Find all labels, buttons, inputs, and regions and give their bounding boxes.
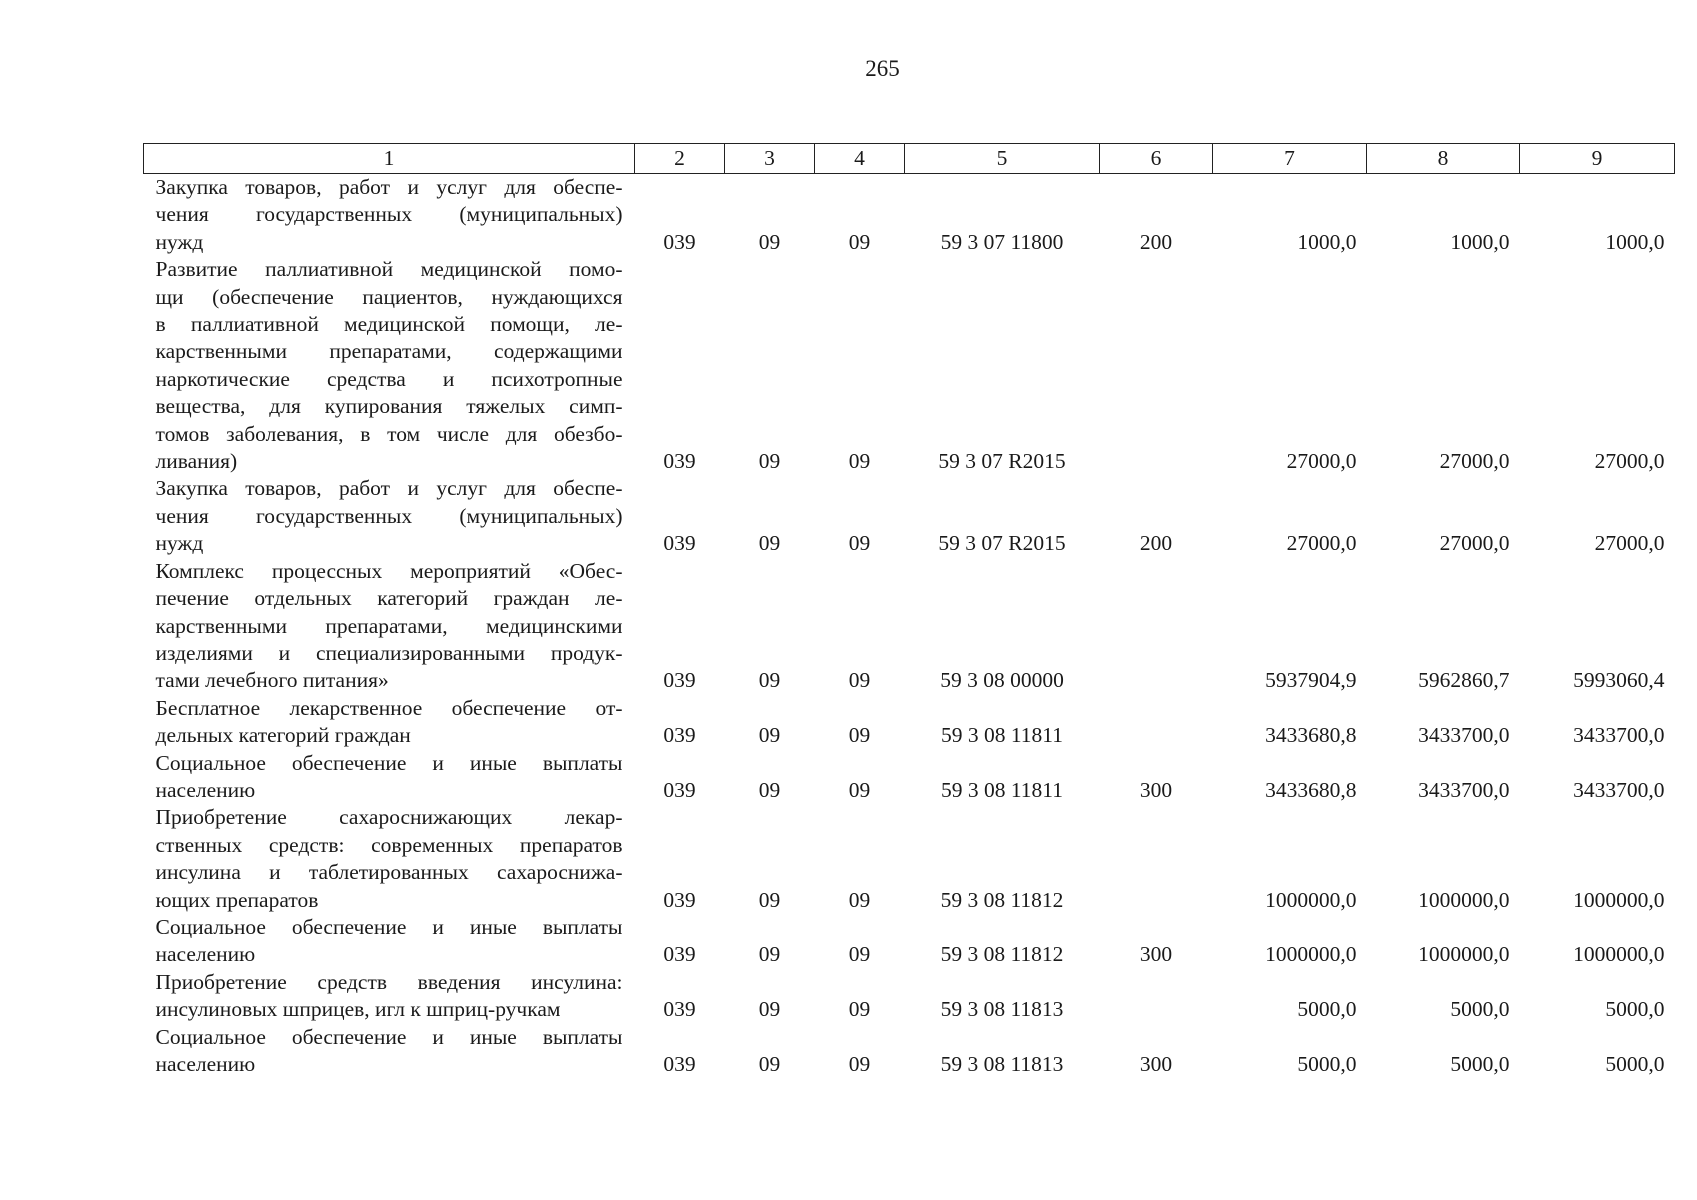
kbk-section-cell: 09 — [758, 723, 781, 748]
amount-year2-cell: 1000000,0 — [1418, 887, 1510, 912]
kbk-section-cell: 09 — [758, 229, 781, 254]
item-name-line: карственными препаратами, содержащими — [155, 339, 623, 364]
kbk-section-cell: 09 — [758, 887, 781, 912]
item-name-cell — [144, 174, 635, 257]
column-header: 5 — [905, 144, 1100, 174]
kbk-target-article-cell: 59 3 07 11800 — [940, 229, 1064, 254]
kbk-target-article-cell: 59 3 08 11812 — [940, 887, 1064, 912]
item-name-line: наркотические средства и психотропные — [155, 366, 623, 391]
amount-year3-cell: 27000,0 — [1594, 449, 1665, 474]
item-name-line: ющих препаратов — [155, 887, 319, 912]
amount-year3-cell: 1000000,0 — [1573, 887, 1665, 912]
item-name-line: Социальное обеспечение и иные выплаты — [155, 750, 623, 775]
amount-year3-cell: 5000,0 — [1605, 997, 1665, 1022]
kbk-section-cell: 09 — [758, 449, 781, 474]
table-row — [144, 914, 1675, 969]
item-name-line: томов заболевания, в том числе для обезбо- — [155, 421, 623, 446]
amount-year2-cell: 3433700,0 — [1418, 777, 1510, 802]
kbk-expense-type-cell: 200 — [1139, 531, 1173, 556]
kbk-expense-type-cell — [1100, 804, 1213, 914]
amount-year1-cell: 5937904,9 — [1265, 668, 1357, 693]
item-name-line: щи (обеспечение пациентов, нуждающихся — [155, 284, 623, 309]
column-header: 8 — [1367, 144, 1520, 174]
amount-year2-cell: 5000,0 — [1450, 1052, 1510, 1076]
item-name-line: Развитие паллиативной медицинской помо- — [155, 257, 623, 282]
kbk-target-article-cell: 59 3 08 11812 — [940, 942, 1064, 967]
amount-year1-cell: 1000,0 — [1297, 229, 1357, 254]
item-name-line: печение отдельных категорий граждан ле- — [155, 586, 623, 611]
item-name-cell — [144, 475, 635, 557]
kbk-section-cell: 09 — [758, 942, 781, 967]
kbk-ministry-cell: 039 — [663, 997, 696, 1022]
table-header-row — [144, 144, 1675, 174]
kbk-target-article-cell: 59 3 07 R2015 — [938, 531, 1066, 556]
kbk-target-article-cell: 59 3 08 00000 — [940, 668, 1064, 693]
column-header: 2 — [635, 144, 725, 174]
table-row — [144, 695, 1675, 750]
kbk-target-article-cell: 59 3 08 11813 — [940, 1052, 1064, 1076]
kbk-ministry-cell: 039 — [663, 887, 696, 912]
page-number: 265 — [865, 56, 900, 81]
amount-year3-cell: 1000000,0 — [1573, 942, 1665, 967]
item-name-line: населению — [155, 1052, 256, 1076]
kbk-target-article-cell: 59 3 08 11811 — [940, 723, 1064, 748]
item-name-cell — [144, 558, 635, 695]
item-name-line: изделиями и специализированными продук- — [155, 640, 623, 665]
amount-year1-cell: 27000,0 — [1286, 531, 1357, 556]
budget-table — [143, 143, 1675, 1078]
kbk-expense-type-cell — [1100, 969, 1213, 1024]
item-name-line: Приобретение средств введения инсулина: — [155, 969, 623, 994]
kbk-target-article-cell: 59 3 08 11813 — [940, 997, 1064, 1022]
amount-year2-cell: 27000,0 — [1439, 449, 1510, 474]
kbk-subsection-cell: 09 — [848, 997, 871, 1022]
table-row — [144, 969, 1675, 1024]
table-row — [144, 750, 1675, 805]
table-row — [144, 174, 1675, 257]
table-body — [144, 174, 1675, 1079]
item-name-cell — [144, 804, 635, 914]
kbk-ministry-cell: 039 — [663, 942, 696, 967]
item-name-line: чения государственных (муниципальных) — [155, 503, 623, 528]
item-name-line: Бесплатное лекарственное обеспечение от- — [155, 695, 623, 720]
kbk-subsection-cell: 09 — [848, 449, 871, 474]
item-name-cell — [144, 914, 635, 969]
kbk-expense-type-cell — [1100, 256, 1213, 475]
kbk-expense-type-cell: 300 — [1139, 1052, 1173, 1076]
amount-year2-cell: 27000,0 — [1439, 531, 1510, 556]
kbk-expense-type-cell: 300 — [1139, 942, 1173, 967]
kbk-ministry-cell: 039 — [663, 531, 696, 556]
item-name-line: нужд — [155, 531, 204, 556]
item-name-line: нужд — [155, 229, 204, 254]
item-name-line: населению — [155, 777, 256, 802]
item-name-line: Комплекс процессных мероприятий «Обес- — [155, 558, 623, 583]
item-name-line: инсулиновых шприцев, игл к шприц-ручкам — [155, 997, 561, 1022]
kbk-section-cell: 09 — [758, 531, 781, 556]
amount-year1-cell: 3433680,8 — [1265, 723, 1357, 748]
amount-year2-cell: 3433700,0 — [1418, 723, 1510, 748]
kbk-ministry-cell: 039 — [663, 777, 696, 802]
kbk-ministry-cell: 039 — [663, 723, 696, 748]
kbk-expense-type-cell — [1100, 695, 1213, 750]
kbk-subsection-cell: 09 — [848, 723, 871, 748]
item-name-cell — [144, 695, 635, 750]
item-name-cell — [144, 256, 635, 475]
item-name-line: Приобретение сахароснижающих лекар- — [155, 805, 623, 830]
column-header: 4 — [815, 144, 905, 174]
amount-year1-cell: 1000000,0 — [1265, 887, 1357, 912]
kbk-target-article-cell: 59 3 07 R2015 — [938, 449, 1066, 474]
item-name-cell — [144, 969, 635, 1024]
amount-year1-cell: 1000000,0 — [1265, 942, 1357, 967]
kbk-subsection-cell: 09 — [848, 668, 871, 693]
amount-year2-cell: 5962860,7 — [1418, 668, 1510, 693]
item-name-line: населению — [155, 942, 256, 967]
item-name-line: инсулина и таблетированных сахароснижа- — [155, 860, 623, 885]
kbk-subsection-cell: 09 — [848, 229, 871, 254]
item-name-line: вещества, для купирования тяжелых симп- — [155, 394, 623, 419]
amount-year3-cell: 1000,0 — [1605, 229, 1665, 254]
kbk-subsection-cell: 09 — [848, 1052, 871, 1076]
column-header: 1 — [144, 144, 635, 174]
kbk-ministry-cell: 039 — [663, 1052, 696, 1076]
kbk-subsection-cell: 09 — [848, 777, 871, 802]
item-name-line: Социальное обеспечение и иные выплаты — [155, 914, 623, 939]
amount-year1-cell: 3433680,8 — [1265, 777, 1357, 802]
amount-year3-cell: 5000,0 — [1605, 1052, 1665, 1076]
kbk-section-cell: 09 — [758, 1052, 781, 1076]
kbk-expense-type-cell: 300 — [1139, 777, 1173, 802]
kbk-section-cell: 09 — [758, 997, 781, 1022]
kbk-target-article-cell: 59 3 08 11811 — [940, 777, 1064, 802]
item-name-line: Закупка товаров, работ и услуг для обеспе- — [155, 476, 623, 501]
table-row — [144, 256, 1675, 475]
kbk-ministry-cell: 039 — [663, 668, 696, 693]
table-row — [144, 1024, 1675, 1079]
kbk-subsection-cell: 09 — [848, 531, 871, 556]
kbk-subsection-cell: 09 — [848, 887, 871, 912]
amount-year2-cell: 5000,0 — [1450, 997, 1510, 1022]
item-name-line: тами лечебного питания» — [155, 668, 389, 693]
kbk-section-cell: 09 — [758, 668, 781, 693]
amount-year3-cell: 27000,0 — [1594, 531, 1665, 556]
item-name-line: карственными препаратами, медицинскими — [155, 613, 623, 638]
kbk-expense-type-cell: 200 — [1139, 229, 1173, 254]
item-name-cell — [144, 1024, 635, 1079]
amount-year1-cell: 5000,0 — [1297, 997, 1357, 1022]
amount-year2-cell: 1000000,0 — [1418, 942, 1510, 967]
amount-year1-cell: 5000,0 — [1297, 1052, 1357, 1076]
amount-year2-cell: 1000,0 — [1450, 229, 1510, 254]
item-name-line: чения государственных (муниципальных) — [155, 202, 623, 227]
item-name-cell — [144, 750, 635, 805]
kbk-section-cell: 09 — [758, 777, 781, 802]
item-name-line: ливания) — [155, 449, 238, 474]
column-header: 7 — [1213, 144, 1367, 174]
table-row — [144, 475, 1675, 557]
column-header: 6 — [1100, 144, 1213, 174]
item-name-line: Закупка товаров, работ и услуг для обеспе- — [155, 175, 623, 199]
item-name-line: Социальное обеспечение и иные выплаты — [155, 1024, 623, 1049]
table-row — [144, 804, 1675, 914]
amount-year3-cell: 3433700,0 — [1573, 777, 1665, 802]
table-row — [144, 558, 1675, 695]
kbk-subsection-cell: 09 — [848, 942, 871, 967]
amount-year1-cell: 27000,0 — [1286, 449, 1357, 474]
kbk-expense-type-cell — [1100, 558, 1213, 695]
item-name-line: ственных средств: современных препаратов — [155, 832, 623, 857]
item-name-line: в паллиативной медицинской помощи, ле- — [155, 312, 623, 337]
amount-year3-cell: 3433700,0 — [1573, 723, 1665, 748]
kbk-ministry-cell: 039 — [663, 449, 696, 474]
item-name-line: дельных категорий граждан — [155, 723, 411, 748]
column-header: 3 — [725, 144, 815, 174]
kbk-ministry-cell: 039 — [663, 229, 696, 254]
column-header: 9 — [1520, 144, 1675, 174]
amount-year3-cell: 5993060,4 — [1573, 668, 1665, 693]
